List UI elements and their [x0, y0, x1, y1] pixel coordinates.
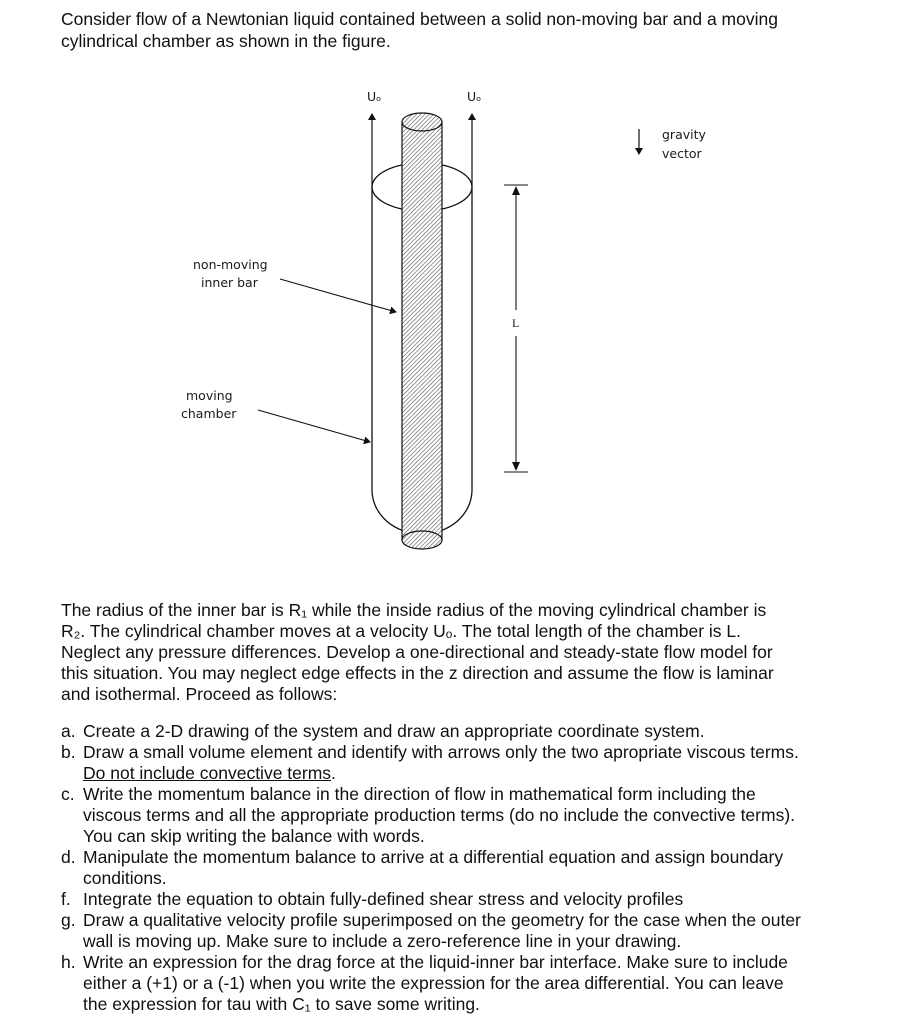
length-label: L	[512, 316, 520, 330]
task-item-g	[61, 910, 801, 952]
gravity-label-line1: gravity	[662, 127, 706, 142]
task-marker: c.	[61, 784, 75, 804]
chamber-pointer	[258, 410, 370, 442]
problem-paragraph: The radius of the inner bar is R₁ while the inside radius of the moving cylindrical chamber is R₂. The cylindrical chamber moves at a velocity Uₒ. The total length of the chamber is L. Neglect any pressure differences. Develop a one-directional and steady-state flow model for this situation. You may neglect edge effects in the z direction and assume the flow is laminar and isothermal. Proceed as follows:	[61, 600, 774, 704]
task-item-f	[61, 889, 801, 910]
chamber-label-line2: chamber	[181, 406, 237, 421]
inner-bar-label-line1: non-moving	[193, 257, 268, 272]
task-underlined-note: Do not include convective terms	[83, 763, 332, 783]
inner-bar-pointer	[280, 279, 396, 312]
task-marker: h.	[61, 952, 76, 972]
task-text: Manipulate the momentum balance to arrive at a differential equation and assign boundary conditions.	[83, 847, 784, 888]
chamber-label-line1: moving	[186, 388, 233, 403]
task-marker: b.	[61, 742, 76, 762]
task-item-h	[61, 952, 801, 1015]
task-text-end: .	[331, 763, 336, 783]
task-text: Write an expression for the drag force at the liquid-inner bar interface. Make sure to include either a (+1) or a (-1) when you write the expression for the area differential. You can leave the expression for tau with C₁ to save some writing.	[83, 952, 788, 1014]
task-item-b	[61, 742, 801, 784]
task-item-d	[61, 847, 801, 889]
task-text: Integrate the equation to obtain fully-defined shear stress and velocity profiles	[83, 889, 684, 909]
velocity-label-right: Uₒ	[467, 89, 482, 104]
gravity-label-line2: vector	[662, 146, 702, 161]
inner-bar	[402, 113, 442, 549]
task-text: Draw a qualitative velocity profile superimposed on the geometry for the case when the outer wall is moving up. Make sure to include a zero-reference line in your drawing.	[83, 910, 801, 951]
task-text: Draw a small volume element and identify with arrows only the two apropriate viscous terms.	[83, 742, 799, 762]
task-marker: f.	[61, 889, 71, 909]
task-item-c	[61, 784, 801, 847]
intro-text: Consider flow of a Newtonian liquid contained between a solid non-moving bar and a moving cylindrical chamber as shown in the figure.	[61, 9, 778, 51]
task-item-a	[61, 721, 801, 742]
task-text: Write the momentum balance in the direction of flow in mathematical form including the viscous terms and all the appropriate production terms (do no include the convective terms). You can skip writing the balance with words.	[83, 784, 796, 846]
velocity-label-left: Uₒ	[367, 89, 382, 104]
task-text: Create a 2-D drawing of the system and draw an appropriate coordinate system.	[83, 721, 705, 741]
task-list	[61, 721, 801, 1015]
task-marker: a.	[61, 721, 76, 741]
task-marker: g.	[61, 910, 76, 930]
task-marker: d.	[61, 847, 76, 867]
inner-bar-label-line2: inner bar	[201, 275, 258, 290]
